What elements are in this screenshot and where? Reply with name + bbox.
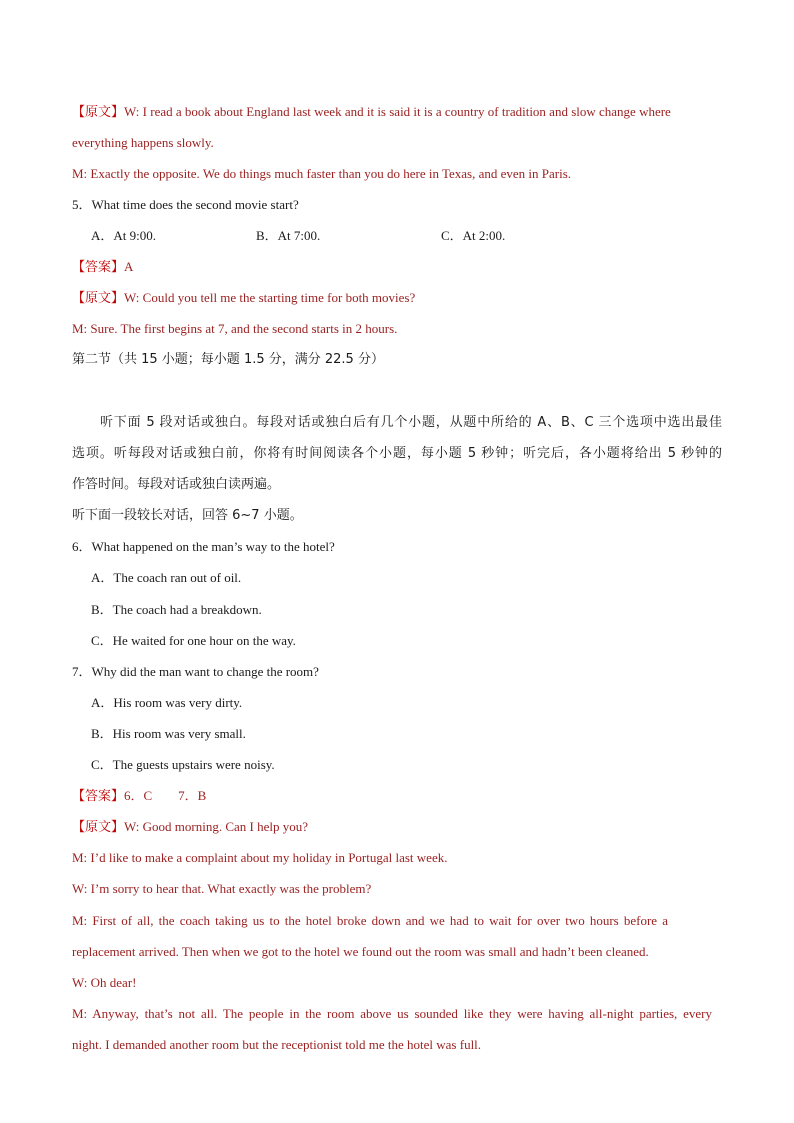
answer-value: 6．C 7．B xyxy=(124,788,207,803)
question-6-option-a: A．The coach ran out of oil. xyxy=(91,570,242,585)
question-7: 7．Why did the man want to change the room? xyxy=(72,664,319,679)
question-5-option-c: C．At 2:00. xyxy=(441,228,506,243)
question-5-option-b: B．At 7:00. xyxy=(256,228,321,243)
transcript-4-w-line2: everything happens slowly. xyxy=(72,135,214,150)
question-7-option-c: C．The guests upstairs were noisy. xyxy=(91,757,275,772)
question-5: 5．What time does the second movie start? xyxy=(72,197,299,212)
transcript-text: W: I read a book about England last week and it is said it is a country of tradition and slow change where xyxy=(124,104,671,119)
answer-5 xyxy=(72,258,133,277)
instructions-line3: 作答时间。每段对话或独白读两遍。 xyxy=(72,477,281,492)
transcript-text: W: Could you tell me the starting time for both movies? xyxy=(124,290,416,305)
question-6-option-c: C．He waited for one hour on the way. xyxy=(91,633,296,648)
question-5-option-a: A．At 9:00. xyxy=(91,228,157,243)
transcript-tag: 【原文】 xyxy=(72,291,125,306)
transcript-tag: 【原文】 xyxy=(72,105,125,120)
question-6: 6．What happened on the man’s way to the hotel? xyxy=(72,539,335,554)
answer-value: A xyxy=(124,259,134,274)
question-6-option-b: B．The coach had a breakdown. xyxy=(91,602,262,617)
transcript-6-7-line0 xyxy=(72,818,308,837)
transcript-4-m-line: M: Exactly the opposite. We do things much faster than you do here in Texas, and even in Paris. xyxy=(72,166,572,181)
transcript-6-7-line4: replacement arrived. Then when we got to the hotel we found out the room was small and hadn’t been cleaned. xyxy=(72,944,649,959)
question-7-option-a: A．His room was very dirty. xyxy=(91,695,243,710)
transcript-6-7-line6: M: Anyway, that’s not all. The people in the room above us sounded like they were having all-night parties, every xyxy=(72,1006,712,1021)
transcript-6-7-line7: night. I demanded another room but the receptionist told me the hotel was full. xyxy=(72,1037,482,1052)
transcript-5-w-line xyxy=(72,289,415,308)
transcript-text: W: Good morning. Can I help you? xyxy=(124,819,309,834)
transcript-tag: 【原文】 xyxy=(72,820,125,835)
section-heading: 第二节（共 15 小题；每小题 1.5 分，满分 22.5 分） xyxy=(72,352,384,367)
answer-tag: 【答案】 xyxy=(72,789,125,804)
transcript-6-7-line5: W: Oh dear! xyxy=(72,975,137,990)
transcript-5-m-line: M: Sure. The first begins at 7, and the second starts in 2 hours. xyxy=(72,321,398,336)
answer-6-7 xyxy=(72,787,206,806)
transcript-6-7-line3: M: First of all, the coach taking us to the hotel broke down and we had to wait for over two hours before a xyxy=(72,913,668,928)
transcript-4-w-line1 xyxy=(72,103,671,122)
sub-instructions: 听下面一段较长对话，回答 6~7 小题。 xyxy=(72,508,303,523)
transcript-6-7-line1: M: I’d like to make a complaint about my holiday in Portugal last week. xyxy=(72,850,448,865)
answer-tag: 【答案】 xyxy=(72,260,125,275)
transcript-6-7-line2: W: I’m sorry to hear that. What exactly was the problem? xyxy=(72,881,372,896)
instructions-line1: 听下面 5 段对话或独白。每段对话或独白后有几个小题，从题中所给的 A、B、C 三个选项中选出最佳 xyxy=(100,415,722,430)
question-7-option-b: B．His room was very small. xyxy=(91,726,246,741)
instructions-line2: 选项。听每段对话或独白前，你将有时间阅读各个小题，每小题 5 秒钟；听完后，各小题将给出 5 秒钟的 xyxy=(72,446,722,461)
